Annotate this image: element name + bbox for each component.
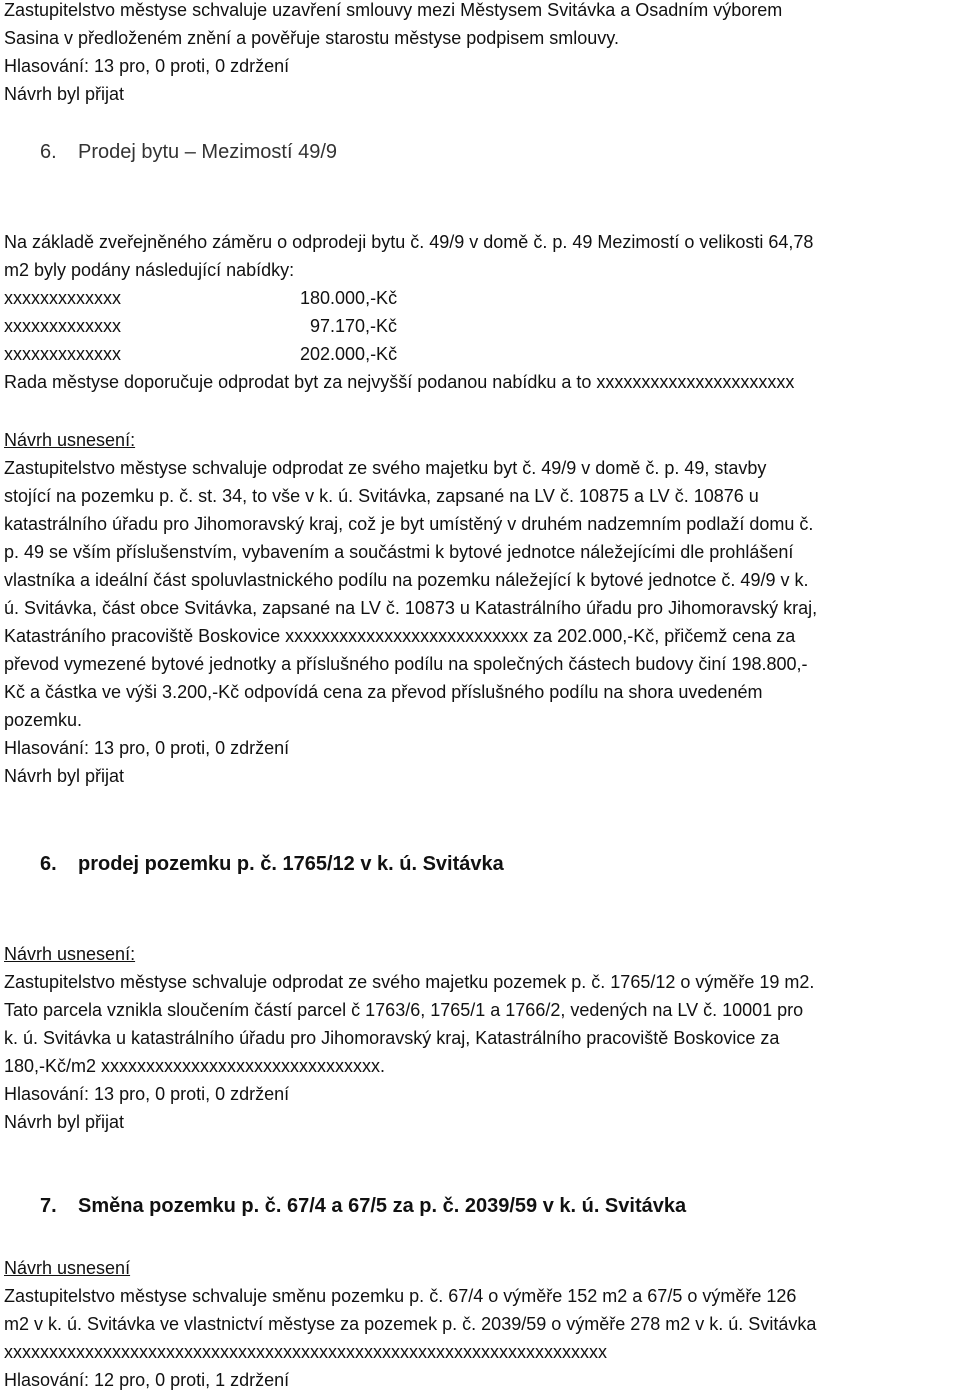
section-7-heading <box>40 1192 686 1220</box>
s6a-para-line-10: pozemku. <box>4 710 83 730</box>
offer-row-1 <box>4 284 398 312</box>
s6a-intro-1: Na základě zveřejněného záměru o odprodeji bytu č. 49/9 v domě č. p. 49 Mezimostí o velikosti 64,78 <box>4 232 814 252</box>
s6b-para-line-4: 180,-Kč/m2 xxxxxxxxxxxxxxxxxxxxxxxxxxxxxxx. <box>4 1056 386 1076</box>
section-7-title: Směna pozemku p. č. 67/4 a 67/5 za p. č. 2039/59 v k. ú. Svitávka <box>78 1195 687 1217</box>
s6a-para-line-9: Kč a částka ve výši 3.200,-Kč odpovídá cena za převod příslušného podílu na shora uvedeném <box>4 682 763 702</box>
s7-vote: Hlasování: 12 pro, 0 proti, 1 zdržení <box>4 1370 290 1390</box>
offer-amount: 97.170,-Kč <box>310 316 398 336</box>
offer-row-2 <box>4 312 398 340</box>
s6a-result: Návrh byl přijat <box>4 766 125 786</box>
s6a-intro-2: m2 byly podány následující nabídky: <box>4 260 295 280</box>
s6a-para-line-1: Zastupitelstvo městyse schvaluje odprodat ze svého majetku byt č. 49/9 v domě č. p. 49, stavby <box>4 458 767 478</box>
s6a-rada-recommendation: Rada městyse doporučuje odprodat byt za nejvyšší podanou nabídku a to xxxxxxxxxxxxxxxxxxxxxx <box>4 372 795 392</box>
s6b-para-line-1: Zastupitelstvo městyse schvaluje odprodat ze svého majetku pozemek p. č. 1765/12 o výměře 19 m2. <box>4 972 815 992</box>
s7-para-line-3: xxxxxxxxxxxxxxxxxxxxxxxxxxxxxxxxxxxxxxxxxxxxxxxxxxxxxxxxxxxxxxxxxxx <box>4 1342 607 1362</box>
offer-name: xxxxxxxxxxxxx <box>4 288 121 308</box>
section-6b-number: 6. <box>40 853 57 875</box>
offer-name: xxxxxxxxxxxxx <box>4 344 121 364</box>
s6a-para-line-3: katastrálního úřadu pro Jihomoravský kraj, což je byt umístěný v druhém nadzemním podlaží domu č. <box>4 514 814 534</box>
s6a-navrh-label: Návrh usnesení: <box>4 430 136 450</box>
section-6a-title: Prodej bytu – Mezimostí 49/9 <box>78 141 338 163</box>
s6b-result: Návrh byl přijat <box>4 1112 125 1132</box>
offer-amount: 202.000,-Kč <box>300 344 398 364</box>
s6b-para-line-2: Tato parcela vznikla sloučením částí parcel č 1763/6, 1765/1 a 1766/2, vedených na LV č. 10001 pro <box>4 1000 804 1020</box>
s7-para-line-2: m2 v k. ú. Svitávka ve vlastnictví městyse za pozemek p. č. 2039/59 o výměře 278 m2 v k. ú. Svitávka <box>4 1314 817 1334</box>
top-text-line-1: Zastupitelstvo městyse schvaluje uzavření smlouvy mezi Městysem Svitávka a Osadním výborem <box>4 0 783 20</box>
s6a-para-line-8: převod vymezené bytové jednotky a příslušného podílu na společných částech budovy činí 198.800,- <box>4 654 808 674</box>
top-result: Návrh byl přijat <box>4 84 125 104</box>
s7-navrh-label: Návrh usnesení <box>4 1258 131 1278</box>
offer-name: xxxxxxxxxxxxx <box>4 316 121 336</box>
section-7-number: 7. <box>40 1195 57 1217</box>
section-6a-number: 6. <box>40 141 57 163</box>
section-6b-title: prodej pozemku p. č. 1765/12 v k. ú. Svitávka <box>78 853 504 875</box>
s6a-para-line-6: ú. Svitávka, část obce Svitávka, zapsané na LV č. 10873 u Katastrálního úřadu pro Jihomoravský kraj, <box>4 598 818 618</box>
top-text-line-2: Sasina v předloženém znění a pověřuje starostu městyse podpisem smlouvy. <box>4 28 619 48</box>
s6a-para-line-7: Katastráního pracoviště Boskovice xxxxxxxxxxxxxxxxxxxxxxxxxxx za 202.000,-Kč, přičemž cena za <box>4 626 796 646</box>
section-6b-heading <box>40 850 504 878</box>
section-6a-heading <box>40 138 337 166</box>
s6a-para-line-5: vlastníka a ideální část spoluvlastnického podílu na pozemku náležející k bytové jednotce č. 49/9 v k. <box>4 570 809 590</box>
top-vote: Hlasování: 13 pro, 0 proti, 0 zdržení <box>4 56 290 76</box>
s6a-para-line-4: p. 49 se vším příslušenstvím, vybavením a součástmi k bytové jednotce náležejícími dle prohlášení <box>4 542 794 562</box>
s6b-vote: Hlasování: 13 pro, 0 proti, 0 zdržení <box>4 1084 290 1104</box>
offer-amount: 180.000,-Kč <box>300 288 398 308</box>
s7-para-line-1: Zastupitelstvo městyse schvaluje směnu pozemku p. č. 67/4 o výměře 152 m2 a 67/5 o výměře 126 <box>4 1286 797 1306</box>
s6a-para-line-2: stojící na pozemku p. č. st. 34, to vše v k. ú. Svitávka, zapsané na LV č. 10875 a LV č. 10876 u <box>4 486 759 506</box>
offer-row-3 <box>4 340 398 368</box>
s6b-para-line-3: k. ú. Svitávka u katastrálního úřadu pro Jihomoravský kraj, Katastrálního pracoviště Boskovice za <box>4 1028 780 1048</box>
s6a-vote: Hlasování: 13 pro, 0 proti, 0 zdržení <box>4 738 290 758</box>
s6b-navrh-label: Návrh usnesení: <box>4 944 136 964</box>
